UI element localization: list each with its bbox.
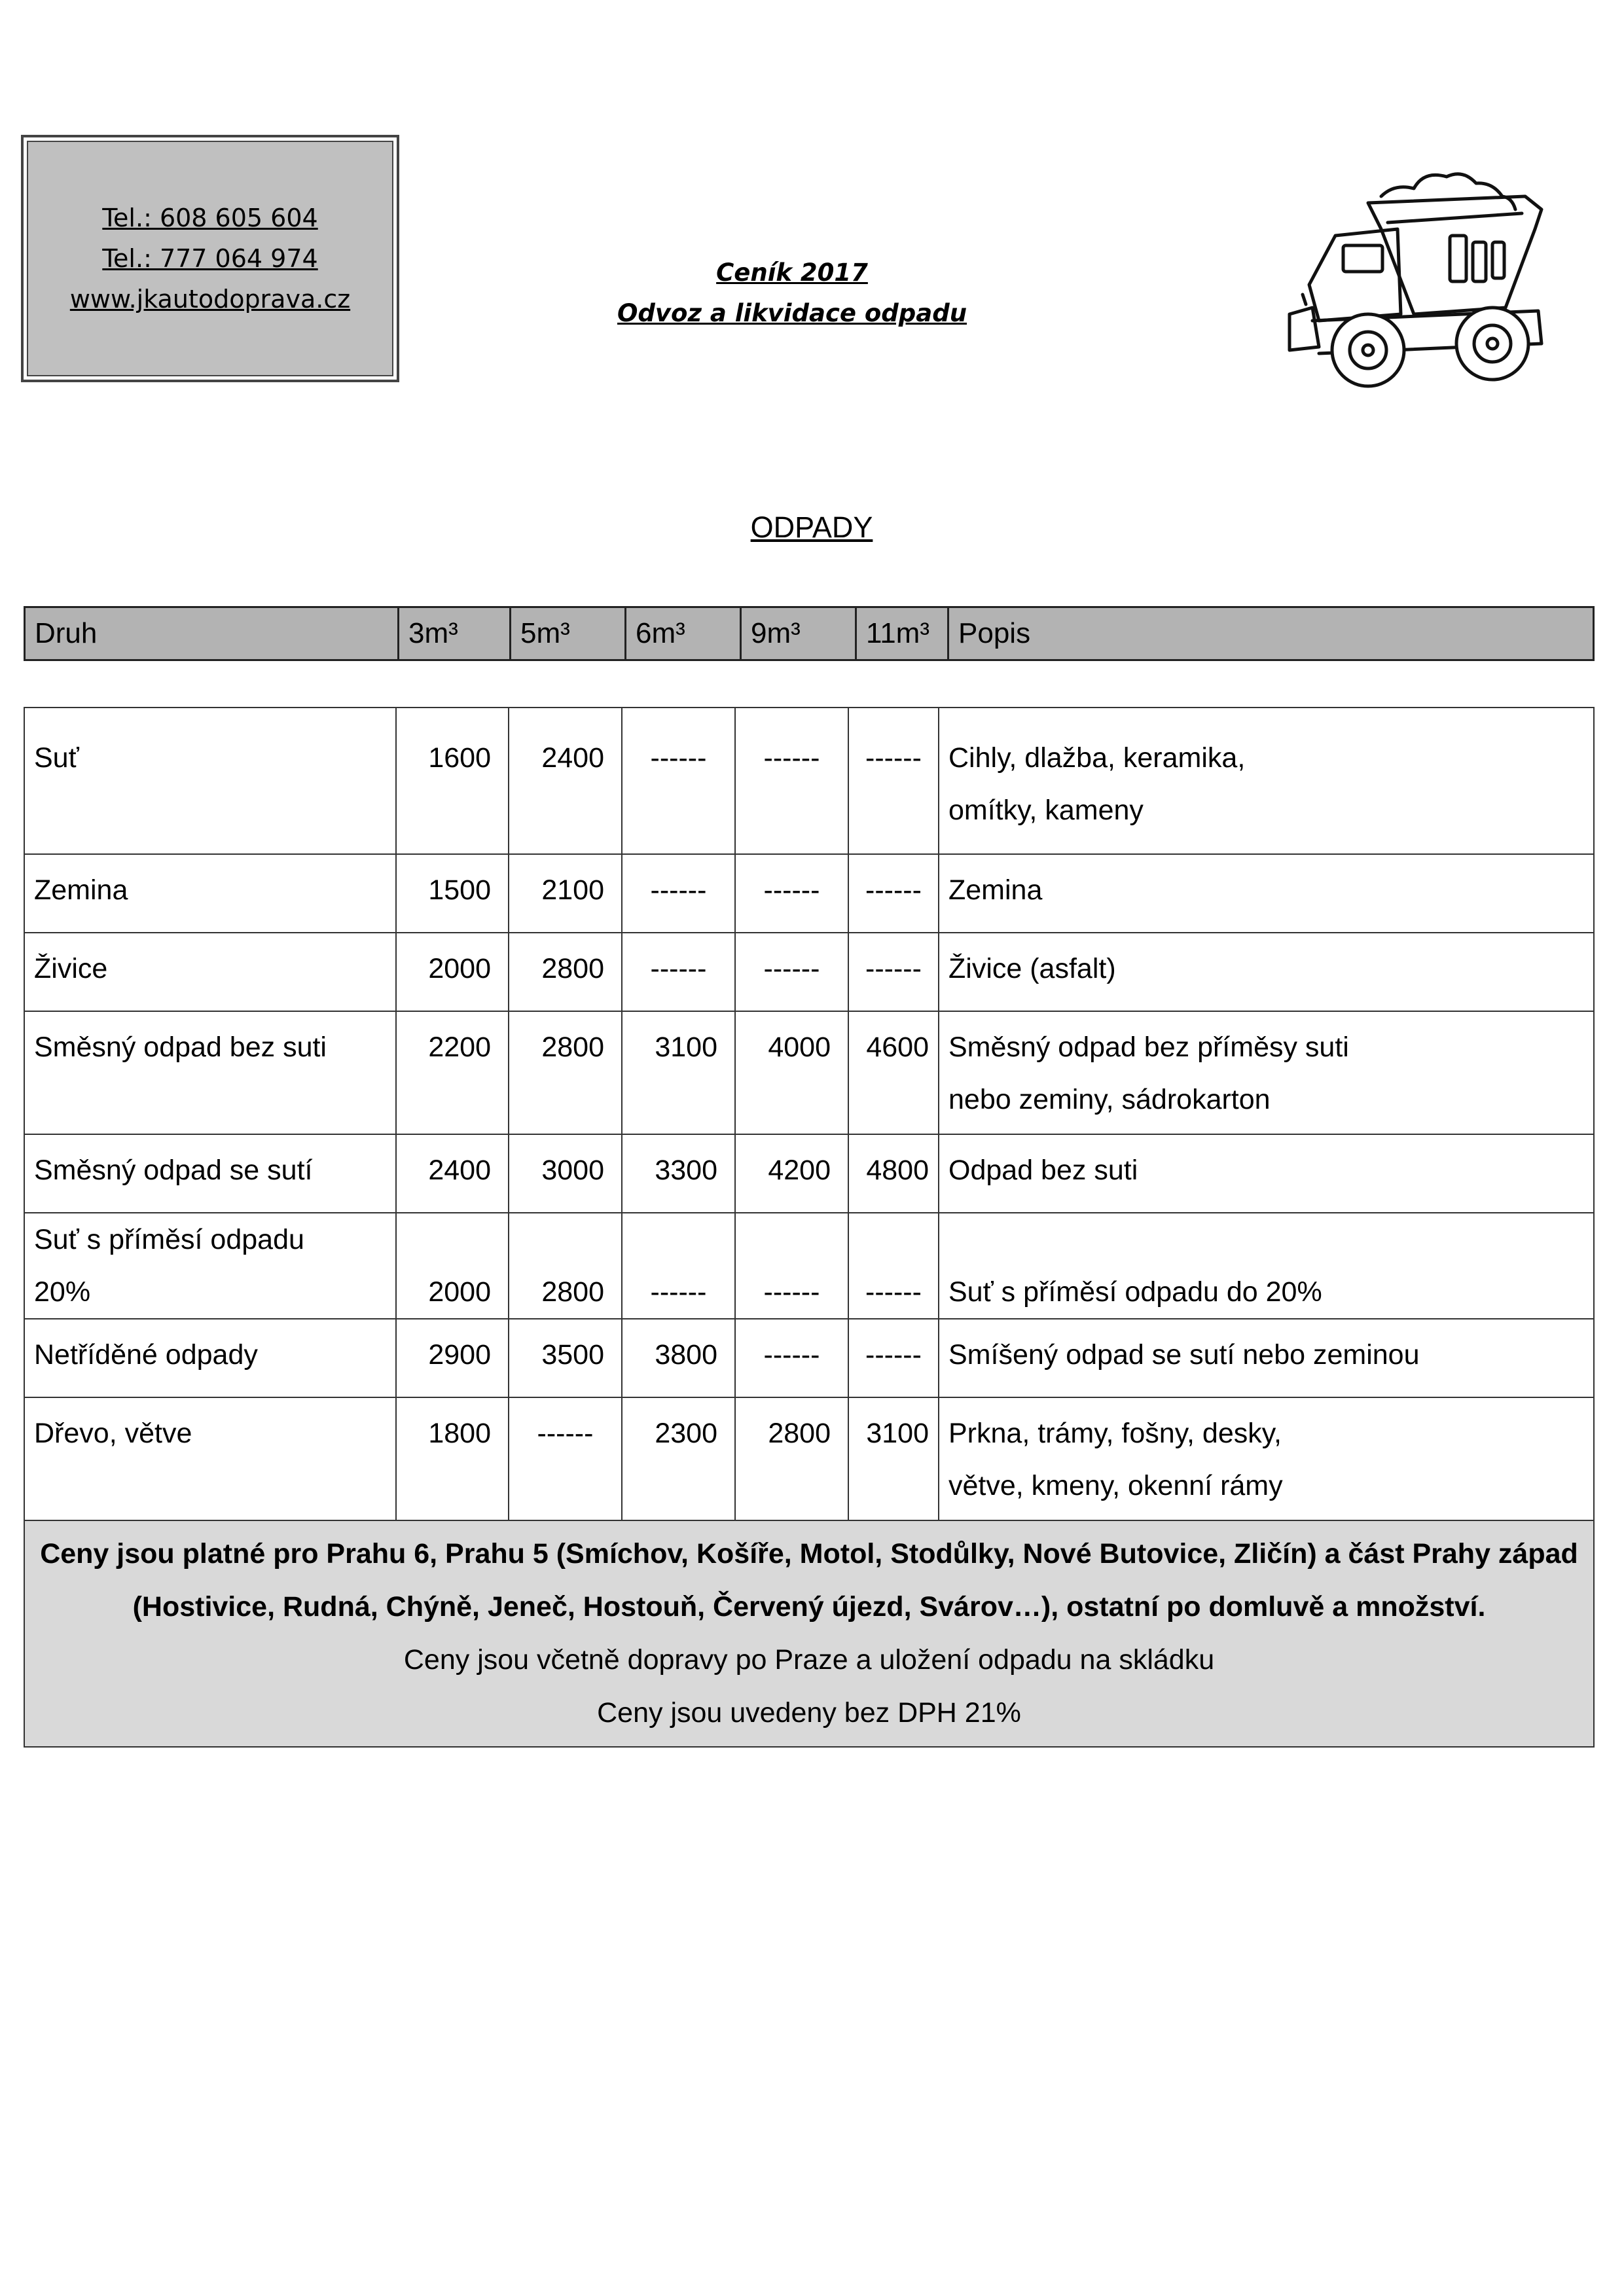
table-row — [24, 1319, 1594, 1397]
popis-line: větve, kmeny, okenní rámy — [948, 1470, 1283, 1501]
footer-notes — [24, 1520, 1594, 1747]
price-table-header — [24, 606, 1595, 661]
table-footer — [24, 1520, 1594, 1747]
cell-5m: 2800 — [509, 933, 622, 1011]
col-header-6m: 6m³ — [626, 607, 741, 660]
table-row — [24, 708, 1594, 854]
footer-validity-line1: Ceny jsou platné pro Prahu 6, Prahu 5 (Smíchov, Košíře, Motol, Stodůlky, Nové Butovice, Zličín) a část Prahy západ — [40, 1538, 1578, 1570]
contact-box — [21, 135, 399, 382]
popis-line: nebo zeminy, sádrokarton — [948, 1084, 1271, 1115]
price-list-subtitle: Odvoz a likvidace odpadu — [617, 299, 967, 327]
cell-11m: ------ — [848, 854, 939, 933]
footer-vat-note: Ceny jsou uvedeny bez DPH 21% — [597, 1697, 1021, 1729]
contact-info — [27, 141, 393, 376]
cell-6m: 2300 — [622, 1397, 735, 1520]
cell-11m: ------ — [848, 933, 939, 1011]
cell-9m: ------ — [735, 1319, 848, 1397]
popis-line: Směsný odpad bez příměsy suti — [948, 1031, 1349, 1063]
cell-druh: Suť — [24, 708, 396, 854]
cell-3m: 2400 — [396, 1134, 509, 1213]
col-header-druh: Druh — [25, 607, 399, 660]
cell-popis — [939, 708, 1594, 854]
price-list-title: Ceník 2017 — [716, 259, 868, 287]
cell-5m: 3500 — [509, 1319, 622, 1397]
druh-line: 20% — [34, 1276, 91, 1308]
cell-3m: 1800 — [396, 1397, 509, 1520]
col-header-11m: 11m³ — [856, 607, 948, 660]
footer-validity-line2: (Hostivice, Rudná, Chýně, Jeneč, Hostouň, Červený újezd, Svárov…), ostatní po domluvě a množství. — [132, 1591, 1486, 1623]
cell-6m: ------ — [622, 933, 735, 1011]
table-row — [24, 933, 1594, 1011]
cell-9m: 2800 — [735, 1397, 848, 1520]
cell-9m: 4200 — [735, 1134, 848, 1213]
cell-popis: Smíšený odpad se sutí nebo zeminou — [939, 1319, 1594, 1397]
cell-11m: ------ — [848, 1213, 939, 1319]
cell-9m: ------ — [735, 1213, 848, 1319]
table-row — [24, 1134, 1594, 1213]
cell-6m: ------ — [622, 708, 735, 854]
col-header-3m: 3m³ — [399, 607, 511, 660]
cell-11m: ------ — [848, 1319, 939, 1397]
cell-11m: 3100 — [848, 1397, 939, 1520]
col-header-popis: Popis — [948, 607, 1594, 660]
cell-druh: Netříděné odpady — [24, 1319, 396, 1397]
cell-3m: 2900 — [396, 1319, 509, 1397]
cell-11m: 4800 — [848, 1134, 939, 1213]
cell-6m: ------ — [622, 854, 735, 933]
cell-3m: 2000 — [396, 933, 509, 1011]
cell-9m: 4000 — [735, 1011, 848, 1134]
table-row — [24, 854, 1594, 933]
cell-popis — [939, 1397, 1594, 1520]
cell-druh: Směsný odpad bez suti — [24, 1011, 396, 1134]
cell-3m: 1500 — [396, 854, 509, 933]
cell-popis: Suť s příměsí odpadu do 20% — [939, 1213, 1594, 1319]
cell-5m: 3000 — [509, 1134, 622, 1213]
cell-9m: ------ — [735, 708, 848, 854]
cell-5m: 2800 — [509, 1213, 622, 1319]
cell-5m: 2100 — [509, 854, 622, 933]
table-row — [24, 1213, 1594, 1319]
popis-line: omítky, kameny — [948, 795, 1144, 826]
cell-11m: ------ — [848, 708, 939, 854]
druh-line: Suť s příměsí odpadu — [34, 1224, 304, 1255]
cell-9m: ------ — [735, 854, 848, 933]
col-header-9m: 9m³ — [741, 607, 856, 660]
cell-popis: Zemina — [939, 854, 1594, 933]
cell-6m: ------ — [622, 1213, 735, 1319]
cell-druh: Zemina — [24, 854, 396, 933]
cell-6m: 3100 — [622, 1011, 735, 1134]
cell-9m: ------ — [735, 933, 848, 1011]
popis-line: Cihly, dlažba, keramika, — [948, 742, 1246, 774]
cell-popis — [939, 1011, 1594, 1134]
cell-11m: 4600 — [848, 1011, 939, 1134]
cell-3m: 1600 — [396, 708, 509, 854]
cell-popis: Živice (asfalt) — [939, 933, 1594, 1011]
popis-line: Prkna, trámy, fošny, desky, — [948, 1418, 1282, 1449]
phone-1[interactable]: Tel.: 608 605 604 — [102, 204, 318, 232]
table-row — [24, 1397, 1594, 1520]
cell-6m: 3800 — [622, 1319, 735, 1397]
table-row — [24, 1011, 1594, 1134]
section-title: ODPADY — [750, 511, 873, 544]
cell-3m: 2200 — [396, 1011, 509, 1134]
col-header-5m: 5m³ — [511, 607, 626, 660]
cell-3m: 2000 — [396, 1213, 509, 1319]
cell-druh — [24, 1213, 396, 1319]
cell-5m: 2400 — [509, 708, 622, 854]
phone-2[interactable]: Tel.: 777 064 974 — [102, 244, 318, 273]
document-heading — [589, 253, 995, 334]
cell-druh: Směsný odpad se sutí — [24, 1134, 396, 1213]
cell-6m: 3300 — [622, 1134, 735, 1213]
cell-5m: ------ — [509, 1397, 622, 1520]
cell-druh: Dřevo, větve — [24, 1397, 396, 1520]
cell-5m: 2800 — [509, 1011, 622, 1134]
cell-druh: Živice — [24, 933, 396, 1011]
footer-transport-note: Ceny jsou včetně dopravy po Praze a uložení odpadu na skládku — [403, 1644, 1215, 1676]
website-link[interactable]: www.jkautodoprava.cz — [69, 285, 351, 314]
cell-popis: Odpad bez suti — [939, 1134, 1594, 1213]
price-table — [24, 707, 1595, 1748]
dump-truck-icon — [1283, 157, 1571, 399]
